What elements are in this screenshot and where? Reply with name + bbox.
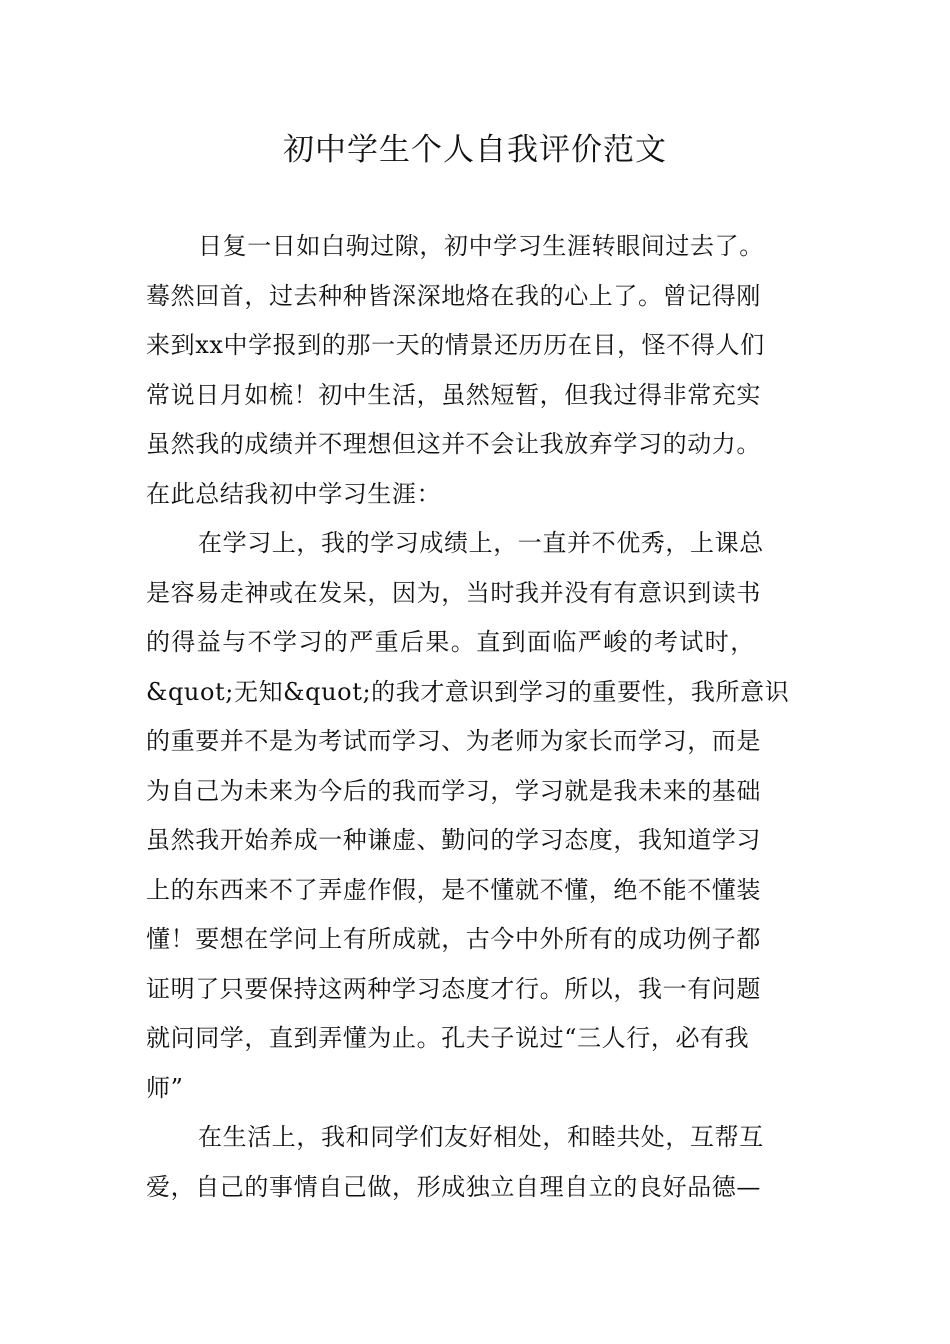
- paragraph-line: 证明了只要保持这两种学习态度才行。所以，我一有问题: [146, 974, 761, 1003]
- paragraph-line: 常说日月如梳！初中生活，虽然短暂，但我过得非常充实: [146, 380, 761, 409]
- paragraph-line: 上的东西来不了弄虚作假，是不懂就不懂，绝不能不懂装: [146, 875, 761, 904]
- paragraph-line: 日复一日如白驹过隙，初中学习生涯转眼间过去了。: [198, 232, 764, 260]
- paragraph-line: 虽然我的成绩并不理想但这并不会让我放弃学习的动力。: [146, 430, 761, 458]
- paragraph-line: 虽然我开始养成一种谦虚、勤问的学习态度，我知道学习: [146, 826, 761, 854]
- paragraph-line: 在生活上，我和同学们友好相处，和睦共处，互帮互: [198, 1123, 764, 1151]
- document-title: 初中学生个人自我评价范文: [283, 132, 667, 168]
- paragraph-line: 在此总结我初中学习生涯：: [146, 479, 442, 508]
- paragraph-line: 来到xx中学报到的那一天的情景还历历在目，怪不得人们: [146, 331, 765, 359]
- document-body: [146, 222, 816, 1212]
- paragraph-line: 在学习上，我的学习成绩上，一直并不优秀，上课总: [198, 529, 764, 557]
- paragraph-line: 蓦然回首，过去种种皆深深地烙在我的心上了。曾记得刚: [146, 281, 761, 310]
- paragraph-line: 为自己为未来为今后的我而学习，学习就是我未来的基础: [146, 776, 761, 805]
- paragraph-line: 的重要并不是为考试而学习、为老师为家长而学习，而是: [146, 727, 761, 755]
- paragraph-line: 就问同学，直到弄懂为止。孔夫子说过“三人行，必有我: [146, 1024, 750, 1052]
- paragraph-line: 的得益与不学习的严重后果。直到面临严峻的考试时，: [146, 628, 756, 656]
- paragraph-line: 师”: [146, 1073, 184, 1102]
- paragraph-line: 懂！要想在学问上有所成就，古今中外所有的成功例子都: [146, 925, 761, 953]
- paragraph-line: &quot;无知&quot;的我才意识到学习的重要性，我所意识: [146, 677, 790, 706]
- paragraph-line: 是容易走神或在发呆，因为，当时我并没有有意识到读书: [146, 578, 761, 607]
- paragraph-line: 爱，自己的事情自己做，形成独立自理自立的良好品德—: [146, 1172, 761, 1201]
